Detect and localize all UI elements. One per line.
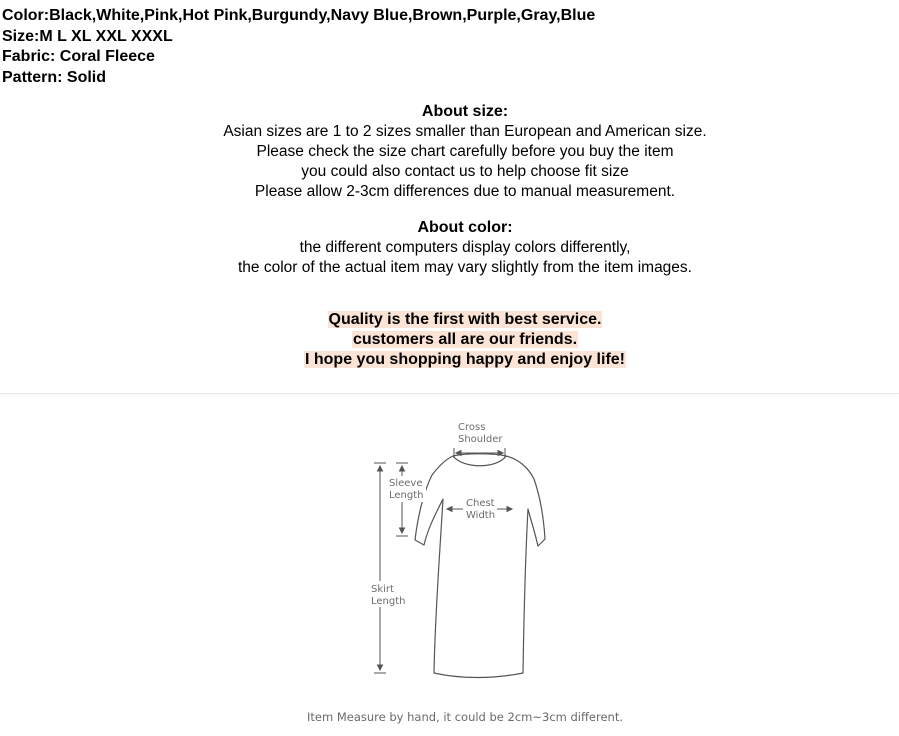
dress-measurement-diagram [0,395,899,695]
measurement-caption: Item Measure by hand, it could be 2cm~3cm different. [306,710,624,724]
spec-size: Size:M L XL XXL XXXL [2,27,173,45]
about-size-line: Asian sizes are 1 to 2 sizes smaller than European and American size. [223,123,707,140]
cross-shoulder-label: Cross [458,422,486,433]
quality-line: customers all are our friends. [352,331,578,348]
dress-outline [415,456,545,678]
about-color-line: the color of the actual item may vary slightly from the item images. [238,259,692,276]
sleeve-length-label: Sleeve [389,478,423,489]
about-color-line: the different computers display colors differently, [299,239,631,256]
chest-width-label: Width [466,510,496,521]
about-size-line: you could also contact us to help choose fit size [301,163,629,180]
quality-line: I hope you shopping happy and enjoy life! [304,351,625,368]
quality-line: Quality is the first with best service. [328,311,602,328]
about-size-line: Please allow 2-3cm differences due to manual measurement. [254,183,676,200]
product-specs [2,6,595,88]
sleeve-length-label: Length [389,490,424,501]
spec-color: Color:Black,White,Pink,Hot Pink,Burgundy,Navy Blue,Brown,Purple,Gray,Blue [2,7,596,24]
chest-width-label: Chest [466,498,495,509]
about-size-line: Please check the size chart carefully before you buy the item [256,143,674,160]
section-divider [0,393,899,394]
about-size-heading: About size: [421,103,509,120]
about-color-heading: About color: [417,219,513,236]
quality-section [0,310,899,370]
skirt-length-label: Skirt [371,584,394,595]
about-size-section [0,102,899,202]
spec-pattern: Pattern: Solid [2,68,107,86]
skirt-length-label: Length [371,596,406,607]
about-color-section [0,218,899,278]
spec-fabric: Fabric: Coral Fleece [2,48,155,65]
cross-shoulder-label: Shoulder [458,434,503,445]
